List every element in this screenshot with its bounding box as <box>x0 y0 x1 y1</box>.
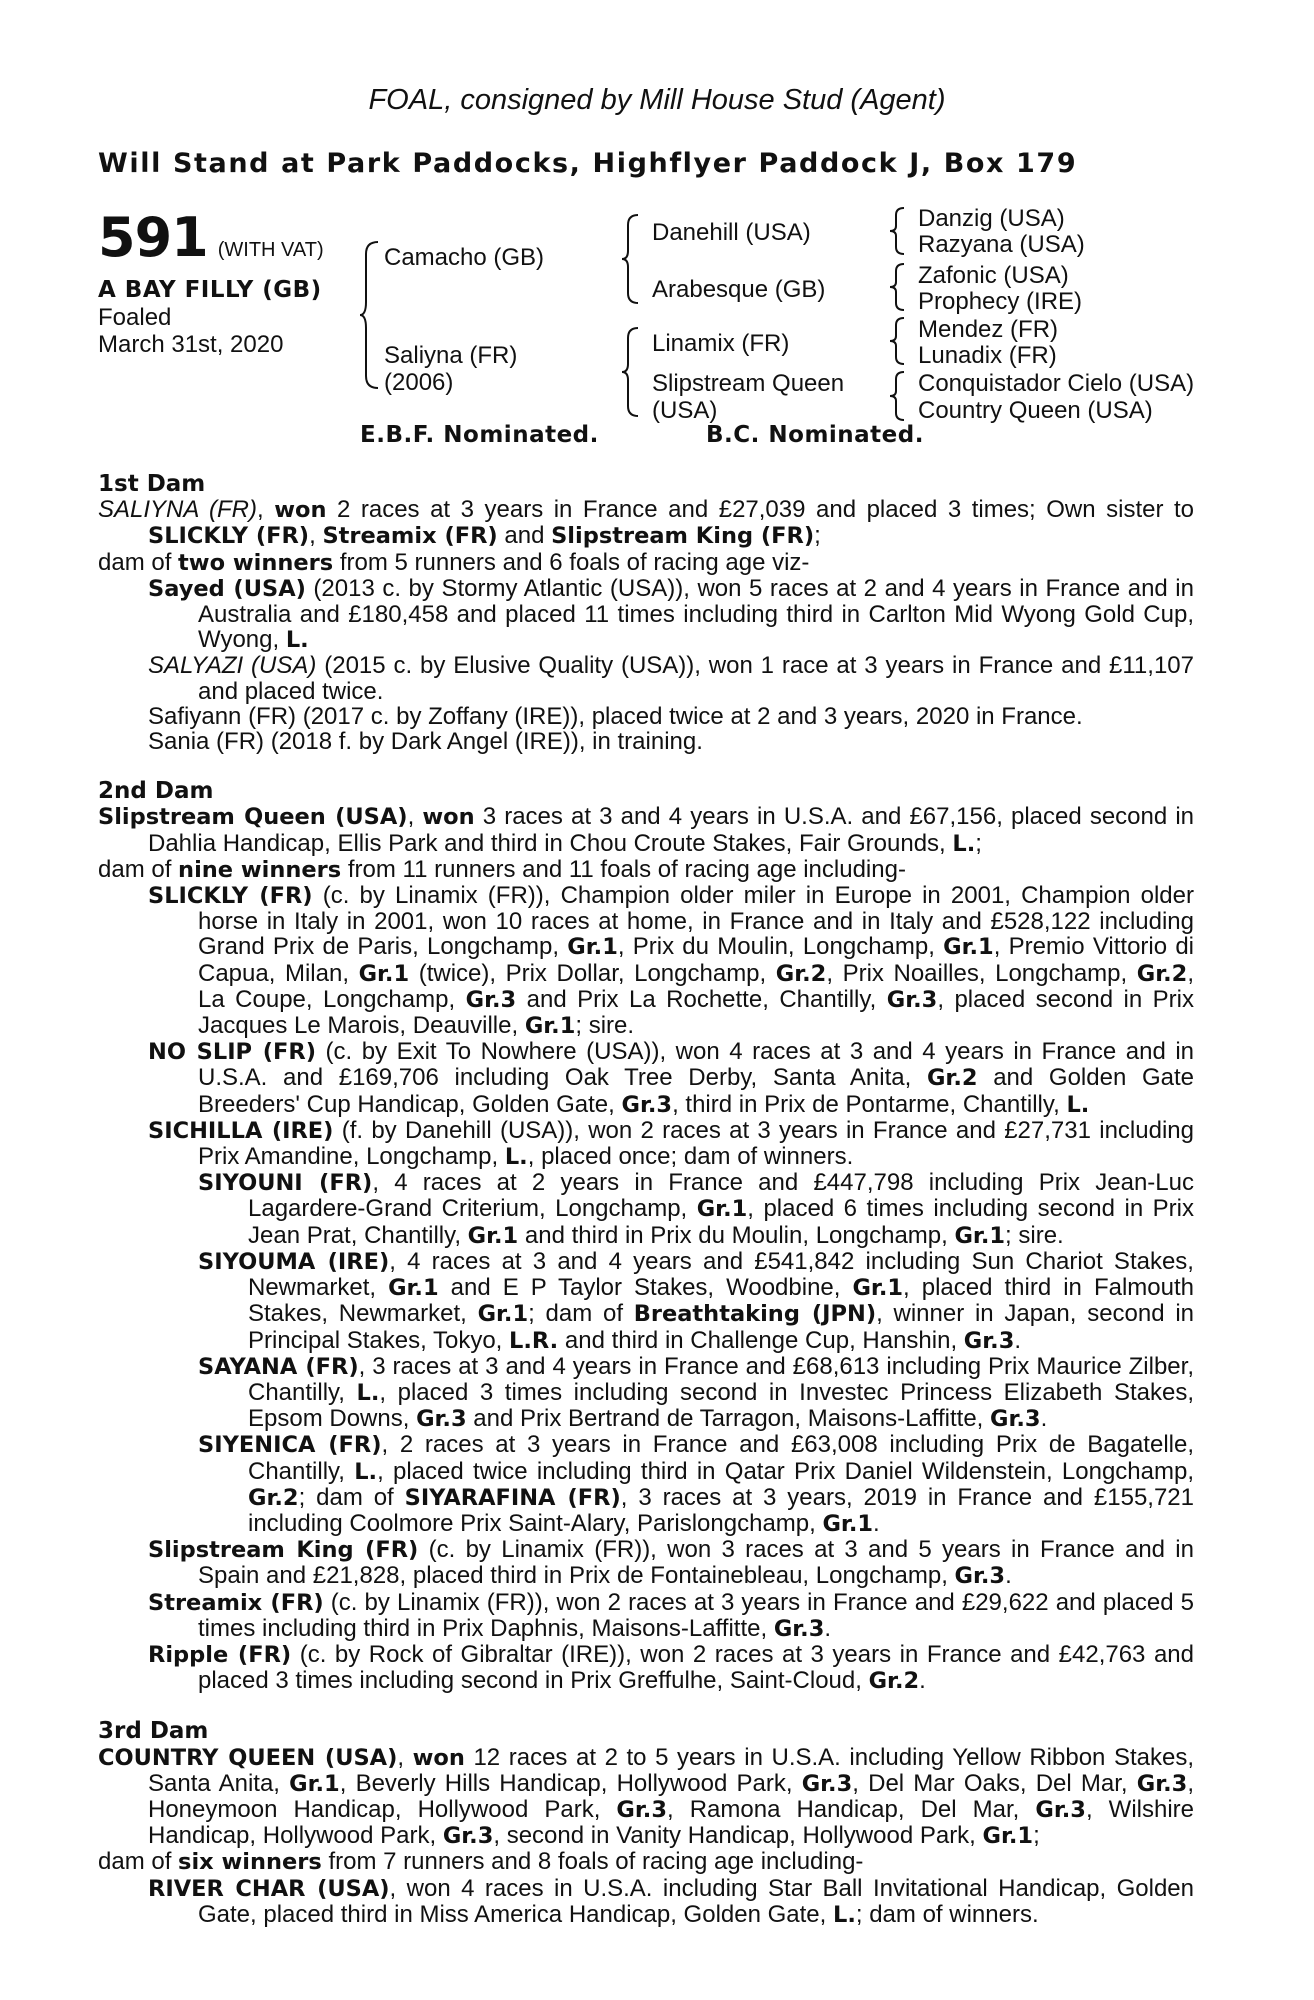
winners-count: nine winners <box>178 856 342 883</box>
produce-entry-river-char <box>98 1876 1194 1928</box>
vat-label: (WITH VAT) <box>217 239 324 261</box>
race-grade: Gr.2 <box>1136 960 1188 987</box>
race-grade: Gr.1 <box>696 1196 748 1223</box>
race-grade: Gr.3 <box>801 1770 853 1797</box>
entry-text: and Prix Bertrand de Tarragon, Maisons-Laffitte, <box>466 1405 991 1433</box>
race-grade: L. <box>1066 1091 1090 1118</box>
horse-name: SICHILLA (IRE) <box>148 1117 334 1144</box>
produce-entry <box>98 576 1194 654</box>
record-text: 2 races at 3 years in France and £27,039 and placed 3 times; Own sister to <box>326 496 1194 524</box>
runners-text: from 11 runners and 11 foals of racing age including- <box>341 855 906 883</box>
produce-entry-slickly <box>98 883 1194 1039</box>
race-grade: Gr.3 <box>442 1823 494 1850</box>
pedigree-sdd: Prophecy (IRE) <box>918 288 1083 315</box>
race-grade: Gr.2 <box>868 1668 920 1695</box>
produce-entry-streamix <box>98 1590 1194 1642</box>
first-dam-record: SALIYNA (FR), won 2 races at 3 years in France and £27,039 and placed 3 times; Own sister to SLICKLY (FR), Streamix (FR) and Slipstream King (FR); <box>98 496 1194 550</box>
entry-text: , Honeymoon Handicap, Hollywood Park, <box>148 1769 1195 1823</box>
race-grade: Gr.1 <box>467 1222 519 1249</box>
race-grade: Gr.1 <box>358 960 410 987</box>
winners-count: six winners <box>178 1849 322 1876</box>
produce-entry-siyenica <box>98 1432 1194 1537</box>
horse-name: Sayed (USA) <box>148 575 306 602</box>
entry-text: , won 4 races in U.S.A. including Star Ball Invitational Handicap, Golden Gate, placed third in Miss America Handicap, Golden Gate, <box>198 1874 1195 1928</box>
sibling-name: SLICKLY (FR) <box>148 523 310 550</box>
race-grade: Gr.3 <box>963 1327 1015 1354</box>
entry-text: and Prix La Rochette, Chantilly, <box>516 985 887 1013</box>
entry-text: (c. by Linamix (FR)), Champion older miler in Europe in 2001, Champion older horse in Italy in 2001, won 10 races at home, in France and in Italy and £528,122 including Grand Prix de Paris, Longchamp, <box>198 882 1194 961</box>
produce-entry-slipstream-king <box>98 1537 1194 1589</box>
race-grade: Gr.3 <box>1035 1796 1086 1823</box>
entry-text: , second in Vanity Handicap, Hollywood Park, <box>493 1822 983 1850</box>
horse-name: SIYENICA (FR) <box>198 1432 382 1459</box>
horse-name: SIYOUMA (IRE) <box>198 1248 390 1275</box>
entry-text: ; dam of winners. <box>855 1900 1039 1928</box>
entry-text: , Wilshire Handicap, Hollywood Park, <box>148 1795 1195 1850</box>
entry-text: , Del Mar Oaks, Del Mar, <box>852 1769 1137 1797</box>
produce-entry-sayana <box>98 1354 1194 1433</box>
entry-text: , 2 races at 3 years in France and £63,008 including Prix de Bagatelle, Chantilly, <box>248 1431 1194 1485</box>
race-grade: Gr.1 <box>852 1275 904 1302</box>
race-grade: Gr.2 <box>926 1065 978 1092</box>
produce-entry: Safiyann (FR) (2017 c. by Zoffany (IRE)), placed twice at 2 and 3 years, 2020 in France. <box>148 702 1083 730</box>
race-grade: Gr.3 <box>1136 1770 1188 1797</box>
third-dam-record: COUNTRY QUEEN (USA), won 12 races at 2 to 5 years in U.S.A. including Yellow Ribbon Stakes, Santa Anita, Gr.1, Beverly Hills Handicap, Hollywood Park, Gr.3, Del Mar Oaks, Del Mar, Gr.3, Honeymoon Handicap, Hollywood Park, Gr.3, Ramona Handicap, Del Mar, Gr.3, Wilshire Handicap, Hollywood Park, Gr.3, second in Vanity Handicap, Hollywood Park, Gr.1; <box>98 1743 1195 1850</box>
third-dam-heading: 3rd Dam <box>98 1718 209 1745</box>
entry-text: and third in Challenge Cup, Hanshin, <box>558 1326 964 1354</box>
race-grade: L. <box>832 1901 856 1928</box>
third-dam-produce-summary <box>98 1849 1194 1875</box>
sep: , <box>309 522 323 550</box>
foaled-date: March 31st, 2020 <box>98 331 284 358</box>
race-grade: Gr.3 <box>773 1615 825 1642</box>
horse-name: Slipstream King (FR) <box>148 1537 419 1564</box>
race-grade: L. <box>356 1379 380 1406</box>
race-grade: L. <box>504 1144 528 1171</box>
first-dam-heading: 1st Dam <box>98 471 206 497</box>
race-grade: Gr.1 <box>943 934 994 961</box>
pedigree-ddd: Country Queen (USA) <box>918 397 1153 424</box>
horse-name: Ripple (FR) <box>148 1641 292 1668</box>
sep: and <box>497 522 552 550</box>
won-label: won <box>412 1744 465 1771</box>
race-grade: Gr.3 <box>616 1796 667 1823</box>
pedigree-brace-dam <box>620 326 640 418</box>
entry-text: , 4 races at 3 and 4 years and £541,842 including Sun Chariot Stakes, Newmarket, <box>248 1247 1194 1302</box>
entry-text: ; sire. <box>575 1012 635 1040</box>
race-grade: Gr.1 <box>388 1275 439 1302</box>
race-grade: Gr.3 <box>416 1406 467 1433</box>
entry-text: , placed 3 times including second in Investec Princess Elizabeth Stakes, Epsom Downs, <box>248 1378 1194 1433</box>
entry-text: , third in Prix de Pontarme, Chantilly, <box>672 1090 1067 1118</box>
produce-entry-ripple <box>98 1642 1194 1694</box>
produce-entry-no-slip <box>98 1039 1194 1118</box>
pedigree-sss: Danzig (USA) <box>918 205 1065 232</box>
entry-text: (c. by Linamix (FR)), won 2 races at 3 years in France and £29,622 and placed 5 times including third in Prix Daphnis, Maisons-Laffitte, <box>198 1588 1195 1642</box>
pedigree-dam-year: (2006) <box>384 369 454 396</box>
entry-text: , Beverly Hills Handicap, Hollywood Park, <box>339 1769 802 1797</box>
produce-entry-siyouni <box>98 1170 1194 1249</box>
race-grade: Gr.1 <box>524 1013 576 1040</box>
horse-name: NO SLIP (FR) <box>148 1039 317 1066</box>
runners-text: from 7 runners and 8 foals of racing age including- <box>321 1848 864 1876</box>
pedigree-sire-dam: Arabesque (GB) <box>652 276 826 303</box>
race-grade: Gr.1 <box>982 1823 1034 1850</box>
pedigree-brace-sire <box>620 213 640 305</box>
race-grade: Gr.1 <box>822 1510 874 1537</box>
entry-text: , placed second in Prix Jacques Le Marois, Deauville, <box>198 985 1195 1040</box>
entry-text: , La Coupe, Longchamp, <box>198 959 1195 1013</box>
sep: ; <box>814 522 821 550</box>
produce-record <box>98 472 1194 1928</box>
entry-text: and E P Taylor Stakes, Woodbine, <box>438 1274 853 1302</box>
pedigree-brace-main <box>358 240 380 390</box>
entry-text: . <box>919 1667 926 1695</box>
dam-of-label: dam of <box>98 855 179 883</box>
horse-name: Streamix (FR) <box>148 1589 324 1616</box>
lot-info <box>98 277 322 358</box>
horse-name: SIYARAFINA (FR) <box>404 1484 621 1511</box>
pedigree-brace-ss <box>888 206 906 256</box>
pedigree-dam-sire: Linamix (FR) <box>652 330 790 357</box>
race-grade: Gr.2 <box>248 1484 299 1511</box>
pedigree-sds: Zafonic (USA) <box>918 262 1069 289</box>
won-label: won <box>422 804 475 831</box>
race-grade: Gr.1 <box>477 1301 529 1328</box>
entry-text: , placed third in Falmouth Stakes, Newmarket, <box>248 1274 1194 1328</box>
race-grade: Gr.1 <box>954 1222 1006 1249</box>
entry-text: , 4 races at 2 years in France and £447,798 including Prix Jean-Luc Lagardere-Grand Criterium, Longchamp, <box>248 1169 1194 1223</box>
entry-text: ; sire. <box>1005 1221 1064 1249</box>
horse-name: SALYAZI (USA) <box>148 652 317 680</box>
lot-title: A BAY FILLY (GB) <box>98 277 322 303</box>
pedigree-sire-sire: Danehill (USA) <box>652 219 811 246</box>
ebf-nominated: E.B.F. Nominated. <box>360 422 599 448</box>
race-grade: Gr.3 <box>465 986 517 1013</box>
produce-entry-sichilla <box>98 1118 1194 1170</box>
entry-text: and third in Prix du Moulin, Longchamp, <box>518 1221 955 1249</box>
entry-text: . <box>1014 1326 1022 1354</box>
entry-text: . <box>1005 1562 1012 1590</box>
entry-text: , Prix du Moulin, Longchamp, <box>617 933 944 961</box>
entry-text: (f. by Danehill (USA)), won 2 races at 3 years in France and £27,731 including Prix Amandine, Longchamp, <box>198 1116 1194 1171</box>
horse-name: RIVER CHAR (USA) <box>148 1875 390 1902</box>
second-dam-produce-summary <box>98 857 1194 883</box>
horse-name: Breathtaking (JPN) <box>633 1301 877 1328</box>
entry-text: , winner in Japan, second in Principal Stakes, Tokyo, <box>248 1300 1195 1354</box>
race-grade: Gr.1 <box>567 934 618 961</box>
race-grade: Gr.1 <box>289 1770 340 1797</box>
dam-name: COUNTRY QUEEN (USA) <box>98 1744 398 1771</box>
entry-text: . <box>1040 1405 1048 1433</box>
produce-entry: Sania (FR) (2018 f. by Dark Angel (IRE)), in training. <box>148 728 703 756</box>
runners-text: from 5 runners and 6 foals of racing age viz- <box>333 548 810 576</box>
pedigree-sire: Camacho (GB) <box>384 244 545 271</box>
entry-text: , Ramona Handicap, Del Mar, <box>666 1795 1036 1823</box>
entry-text: , placed once; dam of winners. <box>527 1143 854 1171</box>
entry-text: 12 races at 2 to 5 years in U.S.A. including Yellow Ribbon Stakes, Santa Anita, <box>148 1743 1194 1797</box>
sibling-name: Slipstream King (FR) <box>551 523 815 550</box>
entry-text: (2013 c. by Stormy Atlantic (USA)), won 5 races at 2 and 4 years in France and in Australia and £180,458 and placed 11 times including third in Carlton Mid Wyong Gold Cup, Wyong, <box>198 574 1194 654</box>
entry-text: . <box>873 1509 880 1537</box>
entry-text: (c. by Rock of Gibraltar (IRE)), won 2 races at 3 years in France and £42,763 and placed 3 times including second in Prix Greffulhe, Saint-Cloud, <box>198 1640 1194 1695</box>
second-dam-heading: 2nd Dam <box>98 778 214 805</box>
entry-text: (twice), Prix Dollar, Longchamp, <box>409 959 776 987</box>
race-grade: L. <box>354 1458 378 1485</box>
entry-text: and Golden Gate Breeders' Cup Handicap, Golden Gate, <box>198 1064 1195 1118</box>
entry-text: (2015 c. by Elusive Quality (USA)), won 1 race at 3 years in France and £11,107 and placed twice. <box>198 652 1194 705</box>
produce-entry <box>98 653 1194 703</box>
pedigree-dam: Saliyna (FR) <box>384 342 518 369</box>
dam-of-label: dam of <box>98 548 179 576</box>
horse-name: SLICKLY (FR) <box>148 883 313 910</box>
pedigree-dam-dam-1: Slipstream Queen <box>652 370 845 397</box>
consignor-line: FOAL, consigned by Mill House Stud (Agent) <box>368 84 946 116</box>
pedigree-dss: Mendez (FR) <box>918 316 1059 343</box>
entry-text: (c. by Linamix (FR)), won 3 races at 3 and 5 years in France and in Spain and £21,828, placed third in Prix de Fontainebleau, Longchamp, <box>198 1536 1194 1590</box>
pedigree-dam-dam-2: (USA) <box>652 397 718 424</box>
pedigree-brace-sd <box>888 262 906 312</box>
dam-name: Slipstream Queen (USA) <box>98 804 408 831</box>
race-grade: L. <box>285 627 309 654</box>
dam-of-label: dam of <box>98 1848 179 1876</box>
entry-text: , 3 races at 3 and 4 years in France and £68,613 including Prix Maurice Zilber, Chantilly, <box>248 1352 1194 1406</box>
race-grade: L.R. <box>509 1327 559 1354</box>
stand-location: Will Stand at Park Paddocks, Highflyer Paddock J, Box 179 <box>98 148 1078 179</box>
entry-text: , Prix Noailles, Longchamp, <box>826 959 1137 987</box>
lot-header <box>98 206 324 269</box>
horse-name: SIYOUNI (FR) <box>198 1170 373 1197</box>
entry-text: . <box>824 1614 832 1642</box>
winners-count: two winners <box>178 549 334 576</box>
pedigree-brace-dd <box>888 370 906 422</box>
sibling-name: Streamix (FR) <box>322 523 498 550</box>
first-dam-produce-summary <box>98 550 1194 576</box>
entry-text: ; <box>1033 1822 1040 1850</box>
race-grade: Gr.3 <box>886 986 938 1013</box>
entry-text: (c. by Exit To Nowhere (USA)), won 4 races at 3 and 4 years in France and in U.S.A. and £169,706 including Oak Tree Derby, Santa Anita, <box>198 1038 1195 1092</box>
race-grade: Gr.3 <box>954 1563 1006 1590</box>
foaled-label: Foaled <box>98 304 172 331</box>
second-dam-record: Slipstream Queen (USA), won 3 races at 3 and 4 years in U.S.A. and £67,156, placed second in Dahlia Handicap, Ellis Park and third in Chou Croute Stakes, Fair Grounds, L.; <box>98 803 1194 857</box>
won-label: won <box>274 497 327 524</box>
lot-number: 591 <box>98 206 208 269</box>
produce-entry-siyouma <box>98 1249 1194 1354</box>
entry-text: , placed twice including third in Qatar Prix Daniel Wildenstein, Longchamp, <box>377 1457 1195 1485</box>
entry-text: , Premio Vittorio di Capua, Milan, <box>198 933 1195 987</box>
pedigree-dsd: Lunadix (FR) <box>918 342 1057 369</box>
entry-text: , placed 6 times including second in Prix Jean Prat, Chantilly, <box>248 1195 1195 1249</box>
sep: ; <box>975 829 982 857</box>
pedigree-brace-ds <box>888 316 906 366</box>
entry-text: , 3 races at 3 years, 2019 in France and £155,721 including Coolmore Prix Saint-Alary, Parislongchamp, <box>248 1483 1195 1537</box>
pedigree-dds: Conquistador Cielo (USA) <box>918 370 1195 397</box>
pedigree-ssd: Razyana (USA) <box>918 231 1085 258</box>
record-text: 3 races at 3 and 4 years in U.S.A. and £67,156, placed second in Dahlia Handicap, Ellis Park and third in Chou Croute Stakes, Fair Grounds, <box>148 803 1194 857</box>
bc-nominated: B.C. Nominated. <box>706 422 924 448</box>
dam-name: SALIYNA (FR) <box>98 496 257 524</box>
race-grade: Gr.3 <box>621 1091 673 1118</box>
entry-text: ; dam of <box>298 1483 405 1511</box>
horse-name: SAYANA (FR) <box>198 1353 359 1380</box>
race-grade: Gr.2 <box>775 960 827 987</box>
entry-text: ; dam of <box>528 1300 634 1328</box>
race-grade: Gr.3 <box>990 1406 1041 1433</box>
race-grade: L. <box>952 830 976 857</box>
